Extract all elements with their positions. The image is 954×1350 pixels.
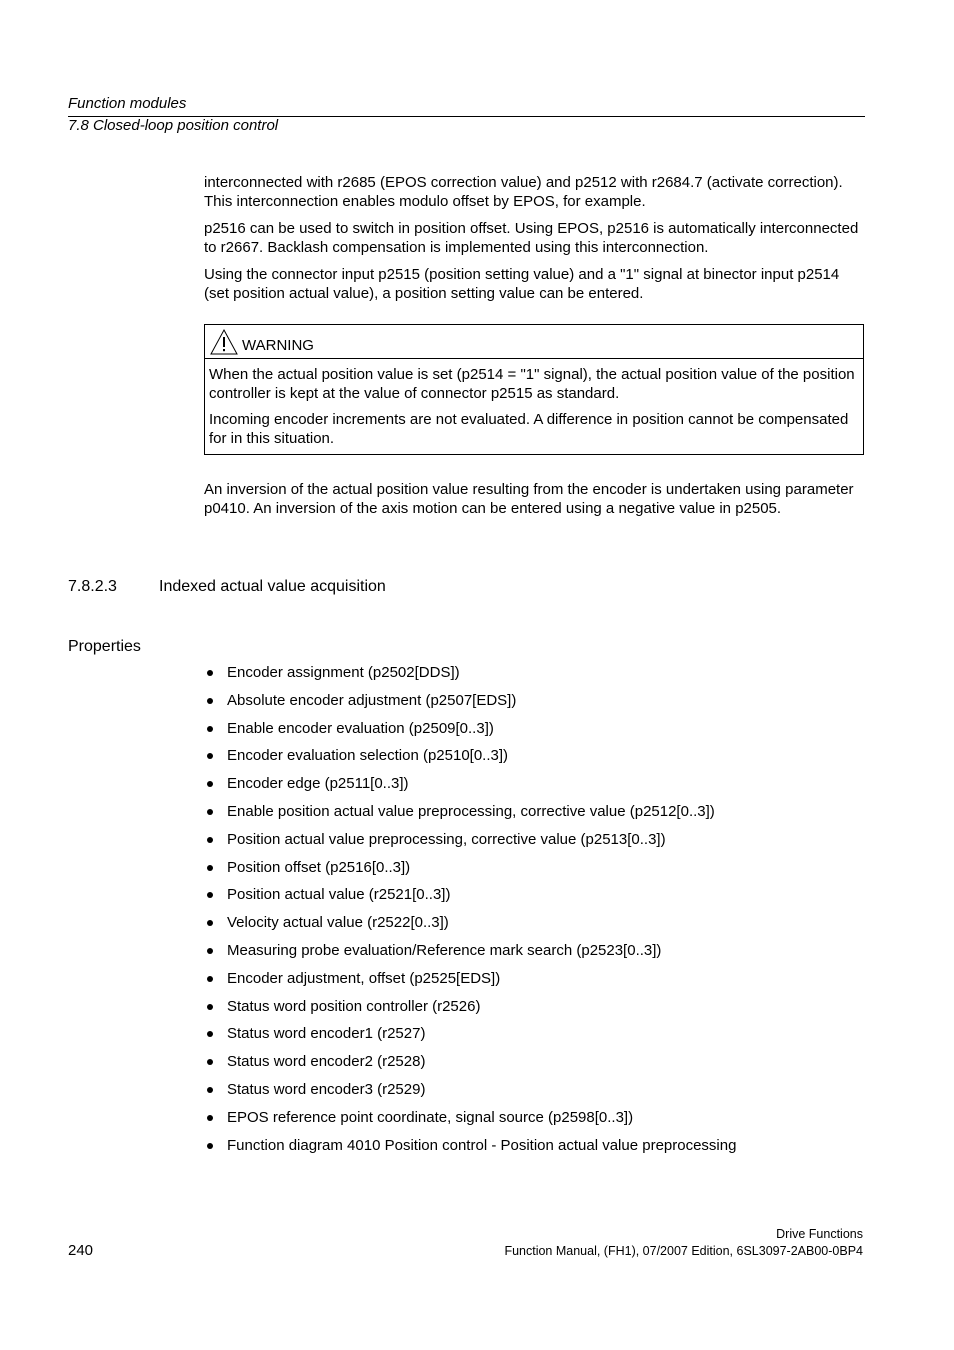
list-item-text: Encoder adjustment, offset (p2525[EDS]) [227, 969, 501, 987]
running-header [68, 94, 865, 135]
header-section: 7.8 Closed-loop position control [68, 117, 279, 134]
list-item [204, 913, 736, 941]
warning-header [205, 325, 863, 359]
bullet-icon [207, 1087, 213, 1093]
list-item-text: Encoder assignment (p2502[DDS]) [227, 664, 460, 681]
list-item-text: Position actual value preprocessing, corrective value (p2513[0..3]) [227, 830, 666, 848]
list-item [204, 691, 736, 719]
bullet-icon [207, 1004, 213, 1010]
page-number: 240 [68, 1242, 94, 1259]
warning-title: WARNING [242, 337, 314, 354]
footer-line-2: Function Manual, (FH1), 07/2007 Edition, 6SL3097-2AB00-0BP4 [504, 1244, 863, 1258]
list-item-text: Absolute encoder adjustment (p2507[EDS]) [227, 691, 517, 709]
footer-info [504, 1226, 863, 1260]
list-item [204, 802, 736, 830]
intro-paragraph-2 [204, 220, 864, 257]
warning-text-2: Incoming encoder increments are not evaluated. A difference in position cannot be compensated for in this situation. [209, 411, 849, 447]
list-item-text: Position actual value (r2521[0..3]) [227, 886, 451, 904]
list-item-text: Measuring probe evaluation/Reference mark search (p2523[0..3]) [227, 941, 662, 959]
after-warning-paragraph [204, 481, 864, 518]
list-item [204, 885, 736, 913]
intro-text-2: p2516 can be used to switch in position offset. Using EPOS, p2516 is automatically interconnected to r2667. Backlash compensation is implemented using this interconnection. [204, 220, 859, 256]
bullet-icon [207, 698, 213, 704]
list-item [204, 858, 736, 886]
bullet-icon [207, 920, 213, 926]
list-item-text: Function diagram 4010 Position control - Position actual value preprocessing [227, 1136, 737, 1154]
list-item [204, 1052, 736, 1080]
list-item-text: Velocity actual value (r2522[0..3]) [227, 914, 449, 932]
list-item-text: EPOS reference point coordinate, signal source (p2598[0..3]) [227, 1108, 634, 1126]
intro-text-1: interconnected with r2685 (EPOS correction value) and p2512 with r2684.7 (activate correction). This interconnection enables modulo offset by EPOS, for example. [204, 174, 843, 210]
list-item-text: Position offset (p2516[0..3]) [227, 858, 411, 876]
list-item [204, 719, 736, 747]
bullet-icon [207, 809, 213, 815]
warning-body [205, 359, 863, 448]
list-item-text: Status word encoder1 (r2527) [227, 1025, 426, 1043]
list-item [204, 774, 736, 802]
list-item [204, 830, 736, 858]
bullet-icon [207, 976, 213, 982]
list-item [204, 941, 736, 969]
list-item-text: Status word encoder3 (r2529) [227, 1080, 426, 1098]
bullet-icon [207, 837, 213, 843]
warning-box [204, 324, 864, 455]
list-item [204, 746, 736, 774]
list-item [204, 1080, 736, 1108]
list-item [204, 1024, 736, 1052]
footer-line-1: Drive Functions [776, 1227, 863, 1241]
section-number: 7.8.2.3 [68, 578, 117, 595]
bullet-icon [207, 1143, 213, 1149]
list-item [204, 997, 736, 1025]
properties-heading: Properties [68, 638, 141, 655]
list-item-text: Encoder edge (p2511[0..3]) [227, 775, 409, 793]
bullet-icon [207, 753, 213, 759]
list-item-text: Encoder evaluation selection (p2510[0..3]) [227, 747, 509, 765]
list-item [204, 663, 736, 691]
section-title: Indexed actual value acquisition [159, 578, 386, 595]
bullet-icon [207, 892, 213, 898]
warning-text-1: When the actual position value is set (p2514 = "1" signal), the actual position value of the position controller is kept at the value of connector p2515 as standard. [209, 366, 855, 402]
bullet-icon [207, 670, 213, 676]
after-warning-text: An inversion of the actual position value resulting from the encoder is undertaken using parameter p0410. An inversion of the axis motion can be entered using a negative value in p2505. [204, 481, 854, 517]
bullet-icon [207, 865, 213, 871]
intro-paragraph-1 [204, 174, 864, 211]
list-item [204, 1108, 736, 1136]
bullet-icon [207, 1115, 213, 1121]
intro-paragraph-3 [204, 266, 864, 303]
intro-text-3: Using the connector input p2515 (position setting value) and a "1" signal at binector input p2514 (set position actual value), a position setting value can be entered. [204, 266, 840, 302]
bullet-icon [207, 1059, 213, 1065]
list-item-text: Enable encoder evaluation (p2509[0..3]) [227, 719, 494, 737]
properties-list [204, 663, 736, 1163]
section-heading [68, 577, 386, 597]
list-item-text: Status word position controller (r2526) [227, 997, 481, 1015]
bullet-icon [207, 781, 213, 787]
header-chapter: Function modules [68, 95, 187, 112]
list-item [204, 1136, 736, 1164]
bullet-icon [207, 726, 213, 732]
bullet-icon [207, 948, 213, 954]
list-item-text: Enable position actual value preprocessing, corrective value (p2512[0..3]) [227, 802, 715, 820]
warning-triangle-icon [209, 328, 239, 356]
list-item [204, 969, 736, 997]
bullet-icon [207, 1031, 213, 1037]
list-item-text: Status word encoder2 (r2528) [227, 1053, 426, 1071]
